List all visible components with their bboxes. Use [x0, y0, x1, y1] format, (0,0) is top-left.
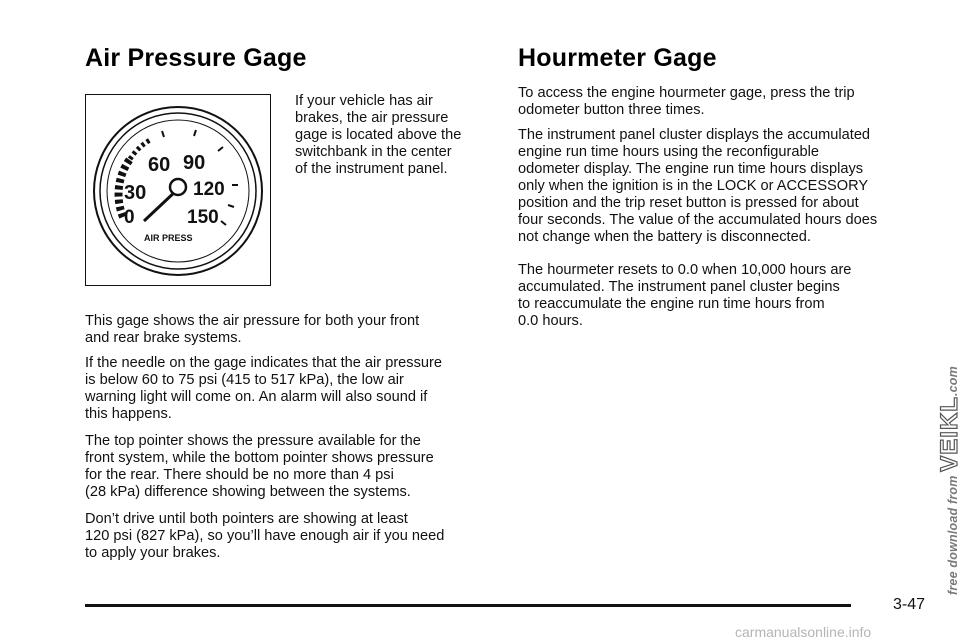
left-paragraph-1: This gage shows the air pressure for both your front and rear brake systems. — [85, 313, 420, 346]
gauge-name-label: AIR PRESS — [144, 233, 193, 243]
right-paragraph-2: The instrument panel cluster displays the accumulated engine run time hours using the reconfigurable odometer display. The engine run time hours displays only when the ignition is in the LOCK or ACCESSORY position and the trip reset button is pressed for about four seconds. The value of the accumulated hours does not change when the battery is disconnected. — [518, 127, 878, 245]
air-pressure-gauge-icon — [86, 95, 269, 284]
gauge-caption: If your vehicle has air brakes, the air pressure gage is located above the switchbank in the center of the instrument panel. — [295, 93, 462, 177]
hourmeter-heading: Hourmeter Gage — [518, 44, 717, 72]
right-paragraph-1: To access the engine hourmeter gage, press the trip odometer button three times. — [518, 85, 855, 118]
gauge-label-0: 0 — [124, 207, 135, 228]
side-watermark — [922, 330, 962, 600]
gauge-label-60: 60 — [148, 154, 171, 176]
left-paragraph-4: Don’t drive until both pointers are showing at least 120 psi (827 kPa), so you’ll have enough air if you need to apply your brakes. — [85, 511, 445, 561]
left-paragraph-2: If the needle on the gage indicates that the air pressure is below 60 to 75 psi (415 to 517 kPa), the low air warning light will come on. An alarm will also sound if this happens. — [85, 355, 442, 422]
watermark-brand: VEIKL — [936, 396, 963, 472]
right-paragraph-3: The hourmeter resets to 0.0 when 10,000 hours are accumulated. The instrument panel cluster begins to reaccumulate the engine run time hours from 0.0 hours. — [518, 262, 852, 329]
watermark-prefix: free download from — [946, 475, 960, 595]
page-number: 3-47 — [893, 596, 926, 613]
gauge-label-30: 30 — [124, 182, 147, 204]
air-pressure-heading: Air Pressure Gage — [85, 44, 307, 72]
gauge-label-120: 120 — [193, 179, 225, 200]
gauge-label-90: 90 — [183, 152, 206, 174]
footer-site-watermark: carmanualsonline.info — [735, 624, 872, 640]
air-pressure-gauge-figure — [85, 94, 271, 286]
left-paragraph-3: The top pointer shows the pressure available for the front system, while the bottom pointer shows pressure for the rear. There should be no more than 4 psi (28 kPa) difference showing between the systems. — [85, 433, 434, 500]
watermark-suffix: .com — [946, 366, 960, 397]
gauge-label-150: 150 — [187, 207, 219, 228]
gauge-needle-hub — [170, 179, 186, 195]
footer-rule — [85, 604, 851, 607]
